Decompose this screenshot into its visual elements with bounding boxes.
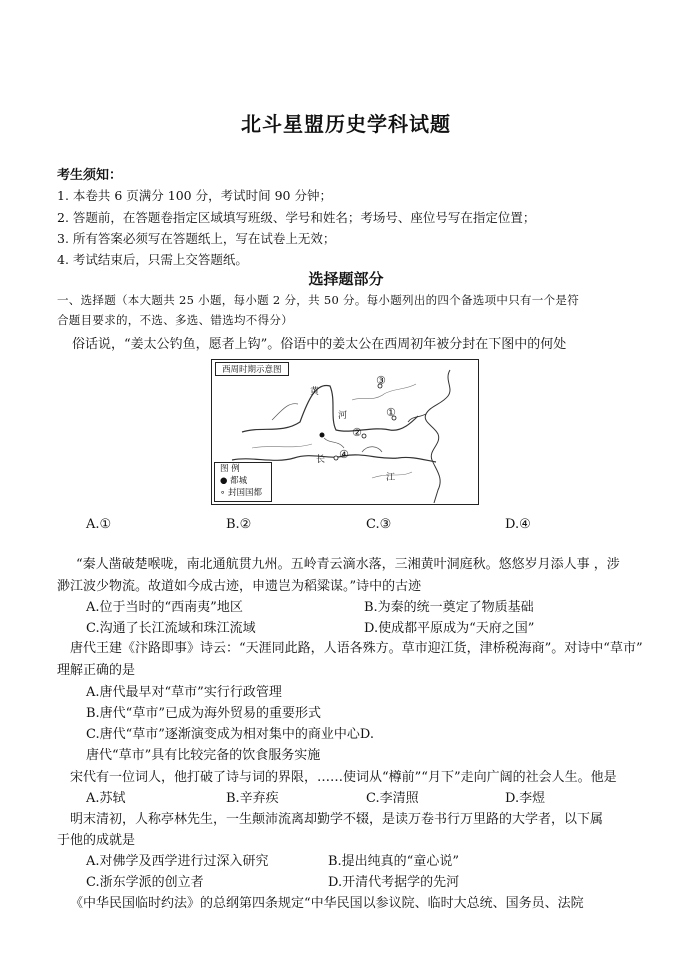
question-4-option-c: C.李清照 (366, 791, 419, 806)
notice-item-1: 1. 本卷共 6 页满分 100 分，考试时间 90 分钟； (57, 188, 332, 203)
map-marker-4: ④ (339, 448, 349, 461)
question-4-option-a: A.苏轼 (86, 791, 126, 806)
question-2-stem-2: 渺江波少物流。故道如今成古迹，申遗岂为稻粱谋。”诗中的古迹 (57, 579, 422, 594)
question-2-stem-1: “秦人凿破楚喉咙，南北通航贯九州。五岭青云滴水落，三湘黄叶洞庭秋。悠悠岁月添人事 ，涉 (76, 557, 620, 572)
legend-title: 图 例 (220, 464, 240, 474)
question-3-stem-2: 理解正确的是 (57, 663, 136, 678)
question-1-option-b: B.② (226, 517, 252, 532)
question-3-stem-1: 唐代王建《汴路即事》诗云：“天涯同此路，人语各殊方。草市迎江货，津桥税海商”。对诗中“草市” (70, 641, 643, 656)
instructions-line-2: 合题目要求的，不选、多选、错选均不得分） (57, 313, 293, 327)
question-2-option-d: D.使成都平原成为“天府之国” (364, 621, 535, 636)
map-label-chang: 长 (316, 455, 326, 465)
notice-heading: 考生须知： (57, 168, 123, 183)
western-zhou-map (211, 359, 479, 505)
question-3-option-b: B.唐代“草市”已成为海外贸易的重要形式 (86, 706, 321, 721)
question-1-option-c: C.③ (366, 517, 392, 532)
notice-item-2: 2. 答题前，在答题卷指定区域填写班级、学号和姓名；考场号、座位号写在指定位置； (57, 210, 536, 225)
instructions-line-1: 一、选择题（本大题共 25 小题，每小题 2 分，共 50 分。每小题列出的四个备选项中只有一个是符 (57, 293, 580, 307)
question-5-option-a: A.对佛学及西学进行过深入研究 (86, 854, 269, 869)
map-legend (214, 462, 272, 502)
notice-item-4: 4. 考试结束后，只需上交答题纸。 (57, 252, 248, 267)
question-1-option-a: A.① (86, 517, 112, 532)
section-title: 选择题部分 (308, 270, 384, 288)
map-marker-2: ② (352, 426, 362, 439)
map-label-jiang: 江 (386, 473, 396, 483)
question-4-option-b: B.辛弃疾 (226, 791, 279, 806)
question-5-stem-2: 于他的成就是 (57, 833, 136, 848)
question-5-option-b: B.提出纯真的“童心说” (328, 854, 459, 869)
map-label-he: 河 (338, 411, 348, 421)
question-1-option-d: D.④ (505, 517, 531, 532)
question-3-option-d: 唐代“草市”具有比较完备的饮食服务实施 (86, 748, 321, 763)
map-marker-1: ① (386, 406, 396, 419)
question-4-stem: 宋代有一位词人，他打破了诗与词的界限，……使词从“樽前”“月下”走向广阔的社会人生。他是 (70, 770, 617, 785)
map-label-huang: 黄 (310, 387, 320, 397)
question-3-option-a: A.唐代最早对“草市”实行行政管理 (86, 685, 282, 700)
notice-item-3: 3. 所有答案必须写在答题纸上，写在试卷上无效； (57, 231, 336, 246)
question-1-stem: 俗话说，“姜太公钓鱼，愿者上钩”。俗语中的姜太公在西周初年被分封在下图中的何处 (72, 337, 567, 352)
map-title: 西周时期示意图 (215, 362, 289, 376)
question-5-option-c: C.浙东学派的创立者 (86, 875, 204, 890)
question-2-option-b: B.为秦的统一奠定了物质基础 (364, 600, 534, 615)
question-4-option-d: D.李煜 (505, 791, 546, 806)
question-5-stem-1: 明末清初，人称亭林先生，一生颠沛流离却勤学不辍，是读万卷书行万里路的大学者，以下属 (70, 812, 604, 827)
question-5-option-d: D.开清代考据学的先河 (328, 875, 460, 890)
page-title: 北斗星盟历史学科试题 (241, 112, 451, 136)
legend-fief: ∘ 封国国都 (220, 488, 263, 498)
question-2-option-a: A.位于当时的“西南夷”地区 (86, 600, 243, 615)
map-marker-3: ③ (376, 374, 386, 387)
question-6-stem: 《中华民国临时约法》的总纲第四条规定“中华民国以参议院、临时大总统、国务员、法院 (70, 896, 584, 911)
question-3-option-c: C.唐代“草市”逐渐演变成为相对集中的商业中心D. (86, 727, 374, 742)
question-2-option-c: C.沟通了长江流域和珠江流域 (86, 621, 256, 636)
legend-capital: ● 都城 (220, 476, 248, 486)
